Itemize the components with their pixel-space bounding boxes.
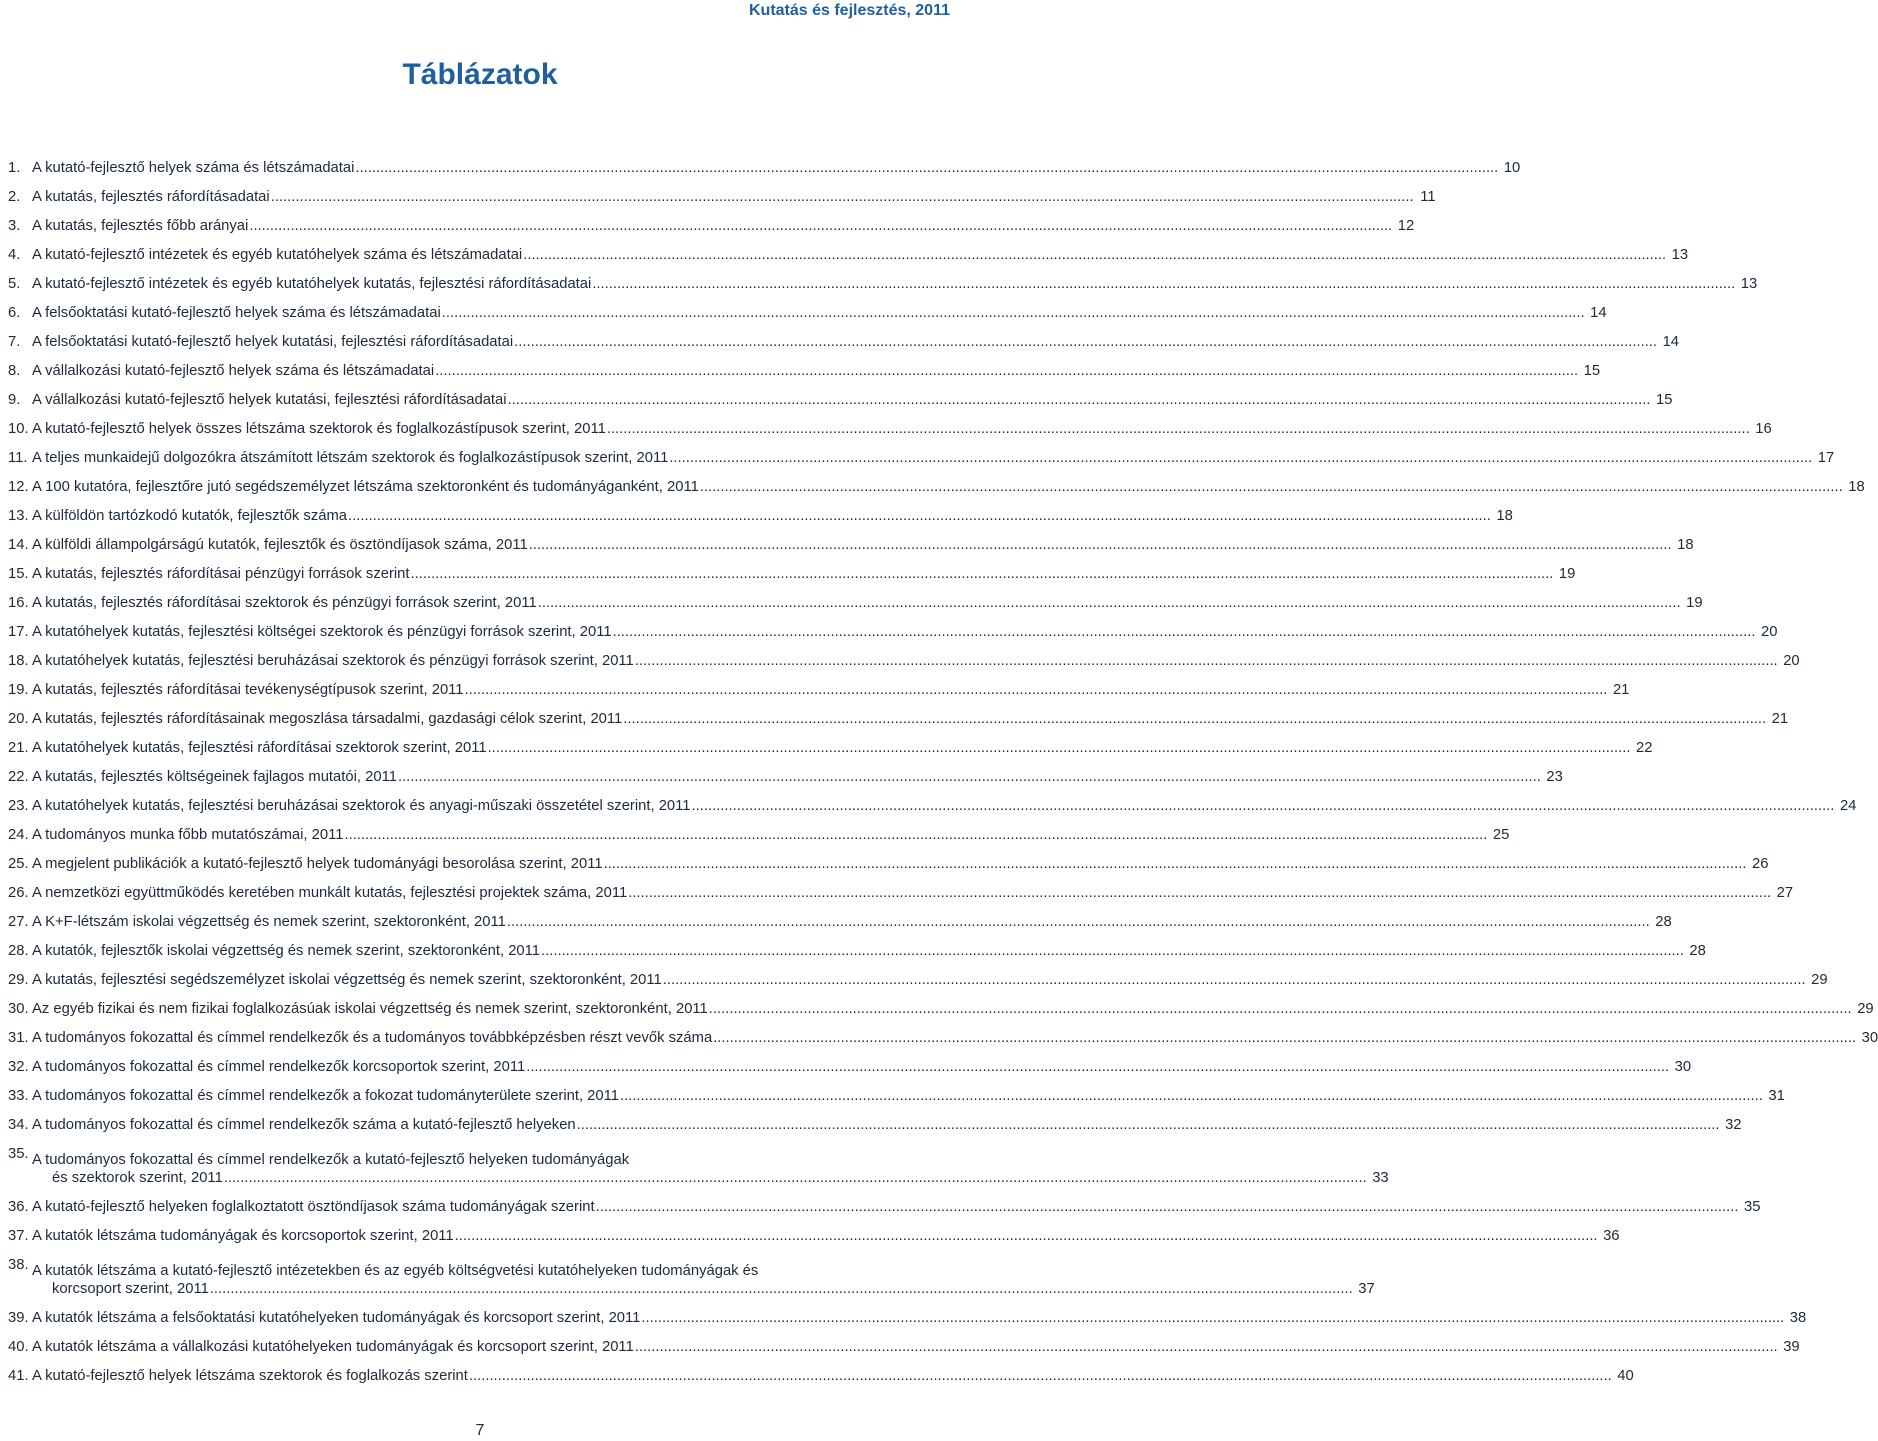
toc-entry-number: 20. — [8, 711, 29, 727]
toc-entry-title: A kutatóhelyek kutatás, fejlesztési beruházásai szektorok és anyagi-műszaki összetétel szerint, 2011 — [32, 798, 691, 814]
toc-entry-title: A tudományos fokozattal és címmel rendelkezők korcsoportok szerint, 2011 — [32, 1059, 526, 1075]
toc-entry-page: 20 — [1783, 653, 1800, 669]
toc-entry[interactable] — [8, 583, 1703, 612]
toc-entry[interactable] — [8, 641, 1800, 670]
toc-entry-number: 37. — [8, 1228, 29, 1244]
toc-entry-title: A kutató-fejlesztő helyek létszáma szektorok és foglalkozás szerint — [32, 1368, 468, 1384]
toc-entry[interactable] — [8, 728, 1653, 757]
toc-entry[interactable] — [8, 206, 1415, 235]
toc-entry-page: 18 — [1848, 479, 1865, 495]
toc-entry-page: 12 — [1397, 218, 1415, 234]
toc-entry[interactable] — [8, 844, 1769, 873]
toc-entry-title: A kutató-fejlesztő intézetek és egyéb kutatóhelyek száma és létszámadatai — [32, 247, 523, 263]
toc-entry-page: 36 — [1603, 1228, 1620, 1244]
toc-entry-number: 13. — [8, 508, 29, 524]
toc-entry[interactable] — [8, 467, 1865, 496]
toc-entry-number: 12. — [8, 479, 29, 495]
toc-entry-number: 32. — [8, 1059, 29, 1075]
toc-entry-page: 10 — [1503, 160, 1521, 176]
toc-entry-number: 28. — [8, 943, 29, 959]
page-title: Táblázatok — [402, 58, 558, 91]
toc-entry-title: A tudományos fokozattal és címmel rendelkezők a kutató-fejlesztő helyeken tudományágak — [32, 1152, 630, 1168]
toc-entry-title: A kutató-fejlesztő helyek összes létszáma szektorok és foglalkozástípusok szerint, 2011 — [32, 421, 606, 437]
toc-leader-dots — [523, 246, 1666, 264]
toc-entry-page: 18 — [1677, 537, 1694, 553]
toc-leader-dots — [628, 884, 1771, 902]
toc-entry-title: A külföldön tartózkodó kutatók, fejlesztők száma — [32, 508, 348, 524]
toc-entry-title: A kutatás, fejlesztés ráfordításai tevékenységtípusok szerint, 2011 — [32, 682, 464, 698]
toc-leader-dots — [635, 1338, 1778, 1356]
toc-leader-dots — [529, 536, 1672, 554]
toc-entry-number: 2. — [8, 189, 21, 205]
toc-entry[interactable] — [8, 177, 1436, 206]
toc-leader-dots — [249, 217, 1392, 235]
toc-entry[interactable] — [8, 699, 1789, 728]
toc-entry[interactable] — [8, 525, 1694, 554]
toc-leader-dots — [669, 449, 1812, 467]
toc-entry[interactable] — [8, 1356, 1634, 1385]
toc-entry-number: 41. — [8, 1368, 29, 1384]
toc-entry[interactable] — [8, 264, 1758, 293]
toc-entry-number: 22. — [8, 769, 29, 785]
toc-entry-page: 17 — [1817, 450, 1835, 466]
toc-entry-page: 29 — [1857, 1001, 1874, 1017]
toc-entry[interactable] — [8, 380, 1673, 409]
toc-entry-title: A 100 kutatóra, fejlesztőre jutó segédszemélyzet létszáma szektoronként és tudományáganként, 2011 — [32, 479, 699, 495]
toc-leader-dots — [411, 565, 1554, 583]
toc-leader-dots — [635, 652, 1778, 670]
toc-entry-title: A kutatás, fejlesztés főbb arányai — [32, 218, 249, 234]
toc-leader-dots — [507, 913, 1650, 931]
toc-entry-title: Az egyéb fizikai és nem fizikai foglalkozásúak iskolai végzettség és nemek szerint, szektoronként, 2011 — [32, 1001, 708, 1017]
toc-entry[interactable] — [8, 815, 1510, 844]
toc-leader-dots — [508, 391, 1651, 409]
toc-entry-title: A külföldi állampolgárságú kutatók, fejlesztők és ösztöndíjasok száma, 2011 — [32, 537, 528, 553]
toc-entry[interactable] — [8, 612, 1778, 641]
toc-entry-title: A kutatóhelyek kutatás, fejlesztési költségei szektorok és pénzügyi források szerint, 2011 — [32, 624, 612, 640]
toc-entry-number: 15. — [8, 566, 29, 582]
toc-entry-page: 21 — [1771, 711, 1789, 727]
toc-entry-page: 15 — [1655, 392, 1673, 408]
toc-entry-number: 23. — [8, 798, 29, 814]
toc-entry-title: A kutatók létszáma a vállalkozási kutatóhelyeken tudományágak és korcsoport szerint, 2011 — [32, 1339, 634, 1355]
toc-leader-dots — [700, 478, 1843, 496]
toc-entry-number: 35. — [8, 1146, 29, 1162]
toc-entry-number: 3. — [8, 218, 21, 234]
toc-leader-dots — [713, 1029, 1856, 1047]
toc-leader-dots — [210, 1280, 1353, 1298]
toc-entry[interactable] — [8, 148, 1521, 177]
toc-entry-page: 11 — [1420, 189, 1436, 205]
toc-entry-title: A kutatás, fejlesztés költségeinek fajlagos mutatói, 2011 — [32, 769, 397, 785]
toc-entry-page: 21 — [1612, 682, 1630, 698]
toc-entry-number: 11. — [8, 450, 28, 466]
toc-entry-title: A kutatóhelyek kutatás, fejlesztési beruházásai szektorok és pénzügyi források szerint, 2011 — [32, 653, 634, 669]
toc-entry-page: 15 — [1583, 363, 1601, 379]
toc-entry[interactable] — [8, 322, 1680, 351]
page-number: 7 — [475, 1422, 485, 1439]
toc-entry[interactable] — [8, 873, 1794, 902]
toc-entry[interactable] — [8, 1298, 1807, 1327]
toc-entry[interactable] — [8, 989, 1874, 1018]
toc-entry-number: 38. — [8, 1257, 29, 1273]
toc-leader-dots — [344, 826, 1487, 844]
toc-entry-number: 29. — [8, 972, 29, 988]
toc-leader-dots — [596, 1198, 1739, 1216]
toc-entry-number: 5. — [8, 276, 21, 292]
toc-leader-dots — [514, 333, 1657, 351]
toc-entry-title: A kutatás, fejlesztési segédszemélyzet iskolai végzettség és nemek szerint, szektoronként, 2011 — [32, 972, 662, 988]
toc-leader-dots — [592, 275, 1735, 293]
toc-leader-dots — [620, 1087, 1763, 1105]
toc-entry-number: 10. — [8, 421, 29, 437]
toc-entry-title: A kutatók, fejlesztők iskolai végzettség és nemek szerint, szektoronként, 2011 — [32, 943, 541, 959]
toc-leader-dots — [455, 1227, 1598, 1245]
toc-leader-dots — [663, 971, 1806, 989]
toc-entry[interactable] — [8, 757, 1563, 786]
toc-leader-dots — [541, 942, 1684, 960]
toc-entry[interactable] — [8, 554, 1576, 583]
toc-entry-number: 39. — [8, 1310, 29, 1326]
toc-entry-number: 33. — [8, 1088, 29, 1104]
toc-entry-title: A nemzetközi együttműködés keretében munkált kutatás, fejlesztési projektek száma, 2011 — [32, 885, 628, 901]
toc-entry-number: 6. — [8, 305, 21, 321]
toc-entry-title: A kutatás, fejlesztés ráfordításai pénzügyi források szerint — [32, 566, 410, 582]
toc-entry-number: 14. — [8, 537, 29, 553]
toc-entry-page: 14 — [1590, 305, 1607, 321]
toc-entry[interactable] — [8, 902, 1672, 931]
toc-entry-title: A vállalkozási kutató-fejlesztő helyek száma és létszámadatai — [32, 363, 435, 379]
toc-entry-page: 29 — [1811, 972, 1828, 988]
toc-entry[interactable] — [8, 1187, 1761, 1216]
toc-entry-page: 22 — [1635, 740, 1653, 756]
toc-leader-dots — [526, 1058, 1669, 1076]
toc-entry-page: 31 — [1768, 1088, 1785, 1104]
toc-entry[interactable] — [8, 409, 1772, 438]
toc-entry-number: 7. — [8, 334, 21, 350]
toc-entry-number: 4. — [8, 247, 21, 263]
toc-entry-number: 31. — [8, 1030, 29, 1046]
toc-entry-title-continued: és szektorok szerint, 2011 — [52, 1170, 223, 1186]
toc-entry-page: 35 — [1744, 1199, 1761, 1215]
toc-entry[interactable] — [8, 960, 1828, 989]
toc-entry-title: A K+F-létszám iskolai végzettség és nemek szerint, szektoronként, 2011 — [32, 914, 506, 930]
toc-leader-dots — [623, 710, 1766, 728]
toc-entry-title: A kutatás, fejlesztés ráfordításainak megoszlása társadalmi, gazdasági célok szerint, 2011 — [32, 711, 623, 727]
toc-entry-page: 19 — [1686, 595, 1703, 611]
toc-leader-dots — [709, 1000, 1852, 1018]
toc-entry-page: 38 — [1789, 1310, 1807, 1326]
toc-leader-dots — [469, 1367, 1612, 1385]
toc-leader-dots — [538, 594, 1681, 612]
toc-entry-number: 40. — [8, 1339, 29, 1355]
toc-entry-page: 24 — [1839, 798, 1857, 814]
toc-entry[interactable] — [8, 1216, 1620, 1245]
toc-entry[interactable] — [8, 931, 1706, 960]
toc-entry-title: A kutatók létszáma a felsőoktatási kutatóhelyeken tudományágak és korcsoport szerint, 2011 — [32, 1310, 641, 1326]
toc-entry-page: 30 — [1674, 1059, 1692, 1075]
toc-entry[interactable] — [8, 1327, 1800, 1356]
toc-entry[interactable] — [8, 1105, 1742, 1134]
toc-entry[interactable] — [8, 786, 1857, 815]
toc-entry-page: 28 — [1689, 943, 1706, 959]
toc-entry-title-continued: korcsoport szerint, 2011 — [52, 1281, 209, 1297]
toc-entry-title: A vállalkozási kutató-fejlesztő helyek kutatási, fejlesztési ráfordításadatai — [32, 392, 507, 408]
toc-entry[interactable] — [8, 1076, 1785, 1105]
toc-entry-title: A felsőoktatási kutató-fejlesztő helyek száma és létszámadatai — [32, 305, 441, 321]
toc-entry-title: A tudományos fokozattal és címmel rendelkezők a fokozat tudományterülete szerint, 2011 — [32, 1088, 619, 1104]
toc-leader-dots — [435, 362, 1578, 380]
toc-entry-title: A tudományos fokozattal és címmel rendelkezők és a tudományos továbbképzésben részt vevők száma — [32, 1030, 713, 1046]
toc-leader-dots — [488, 739, 1631, 757]
toc-entry-page: 19 — [1558, 566, 1576, 582]
toc-entry-title: A kutatók létszáma tudományágak és korcsoportok szerint, 2011 — [32, 1228, 454, 1244]
toc-leader-dots — [607, 420, 1750, 438]
toc-entry-title: A kutató-fejlesztő helyeken foglalkoztatott ösztöndíjasok száma tudományágak szerint — [32, 1199, 595, 1215]
toc-entry-title: A kutatás, fejlesztés ráfordításadatai — [32, 189, 270, 205]
toc-entry-title: A kutatóhelyek kutatás, fejlesztési ráfordításai szektorok szerint, 2011 — [32, 740, 487, 756]
toc-leader-dots — [398, 768, 1541, 786]
toc-entry-page: 32 — [1725, 1117, 1742, 1133]
toc-entry-page: 40 — [1617, 1368, 1634, 1384]
toc-entry-number: 16. — [8, 595, 29, 611]
toc-entry[interactable] — [8, 1245, 1375, 1298]
toc-entry[interactable] — [8, 1018, 1878, 1047]
toc-entry[interactable] — [8, 496, 1513, 525]
toc-entry[interactable] — [8, 351, 1601, 380]
toc-entry-page: 33 — [1372, 1170, 1389, 1186]
toc-leader-dots — [355, 159, 1498, 177]
toc-entry-page: 39 — [1783, 1339, 1800, 1355]
toc-entry-page: 26 — [1751, 856, 1769, 872]
toc-entry-page: 18 — [1496, 508, 1513, 524]
toc-entry-page: 28 — [1655, 914, 1672, 930]
toc-leader-dots — [465, 681, 1608, 699]
toc-leader-dots — [641, 1309, 1784, 1327]
toc-entry-title: A kutatók létszáma a kutató-fejlesztő intézetekben és az egyéb költségvetési kutatóhelyeken tudományágak és — [32, 1263, 759, 1279]
running-header: Kutatás és fejlesztés, 2011 — [748, 2, 950, 19]
toc-entry-page: 13 — [1671, 247, 1689, 263]
toc-leader-dots — [348, 507, 1491, 525]
toc-entry-page: 16 — [1755, 421, 1772, 437]
toc-entry[interactable] — [8, 670, 1630, 699]
toc-entry-number: 18. — [8, 653, 29, 669]
toc-entry-number: 24. — [8, 827, 29, 843]
toc-entry-number: 34. — [8, 1117, 29, 1133]
toc-leader-dots — [604, 855, 1747, 873]
toc-entry-page: 23 — [1546, 769, 1563, 785]
toc-entry-page: 13 — [1740, 276, 1758, 292]
toc-entry-title: A kutató-fejlesztő helyek száma és létszámadatai — [32, 160, 355, 176]
toc-entry-number: 25. — [8, 856, 29, 872]
toc-entry[interactable] — [8, 1047, 1692, 1076]
toc-entry-title: A felsőoktatási kutató-fejlesztő helyek kutatási, fejlesztési ráfordításadatai — [32, 334, 514, 350]
toc-entry-number: 26. — [8, 885, 29, 901]
toc-entry-number: 9. — [8, 392, 21, 408]
toc-entry[interactable] — [8, 1134, 1389, 1187]
toc-entry-page: 25 — [1492, 827, 1510, 843]
toc-entry-page: 20 — [1760, 624, 1778, 640]
toc-leader-dots — [692, 797, 1835, 815]
toc-entry-page: 37 — [1358, 1281, 1375, 1297]
toc-entry-number: 19. — [8, 682, 29, 698]
toc-entry-number: 21. — [8, 740, 29, 756]
toc-entry-number: 17. — [8, 624, 29, 640]
toc-entry-page: 27 — [1776, 885, 1794, 901]
toc-entry-number: 36. — [8, 1199, 29, 1215]
toc-entry-title: A teljes munkaidejű dolgozókra átszámított létszám szektorok és foglalkozástípusok szerint, 2011 — [32, 450, 669, 466]
toc-entry-number: 1. — [8, 160, 21, 176]
toc-entry-number: 27. — [8, 914, 29, 930]
toc-entry-page: 14 — [1662, 334, 1680, 350]
toc-entry-title: A kutatás, fejlesztés ráfordításai szektorok és pénzügyi források szerint, 2011 — [32, 595, 537, 611]
toc-leader-dots — [613, 623, 1756, 641]
toc-entry-number: 8. — [8, 363, 21, 379]
toc-entry-title: A tudományos fokozattal és címmel rendelkezők száma a kutató-fejlesztő helyeken — [32, 1117, 576, 1133]
toc-entry[interactable] — [8, 235, 1689, 264]
toc-leader-dots — [442, 304, 1585, 322]
toc-leader-dots — [271, 188, 1414, 206]
toc-entry[interactable] — [8, 293, 1607, 322]
toc-entry-page: 30 — [1861, 1030, 1878, 1046]
toc-entry[interactable] — [8, 438, 1835, 467]
table-of-contents — [8, 148, 1878, 1385]
toc-entry-number: 30. — [8, 1001, 29, 1017]
toc-leader-dots — [224, 1169, 1367, 1187]
toc-entry-title: A kutató-fejlesztő intézetek és egyéb kutatóhelyek kutatás, fejlesztési ráfordításadatai — [32, 276, 592, 292]
toc-entry-title: A tudományos munka főbb mutatószámai, 2011 — [32, 827, 344, 843]
toc-leader-dots — [577, 1116, 1720, 1134]
toc-entry-title: A megjelent publikációk a kutató-fejlesztő helyek tudományági besorolása szerint, 2011 — [32, 856, 603, 872]
